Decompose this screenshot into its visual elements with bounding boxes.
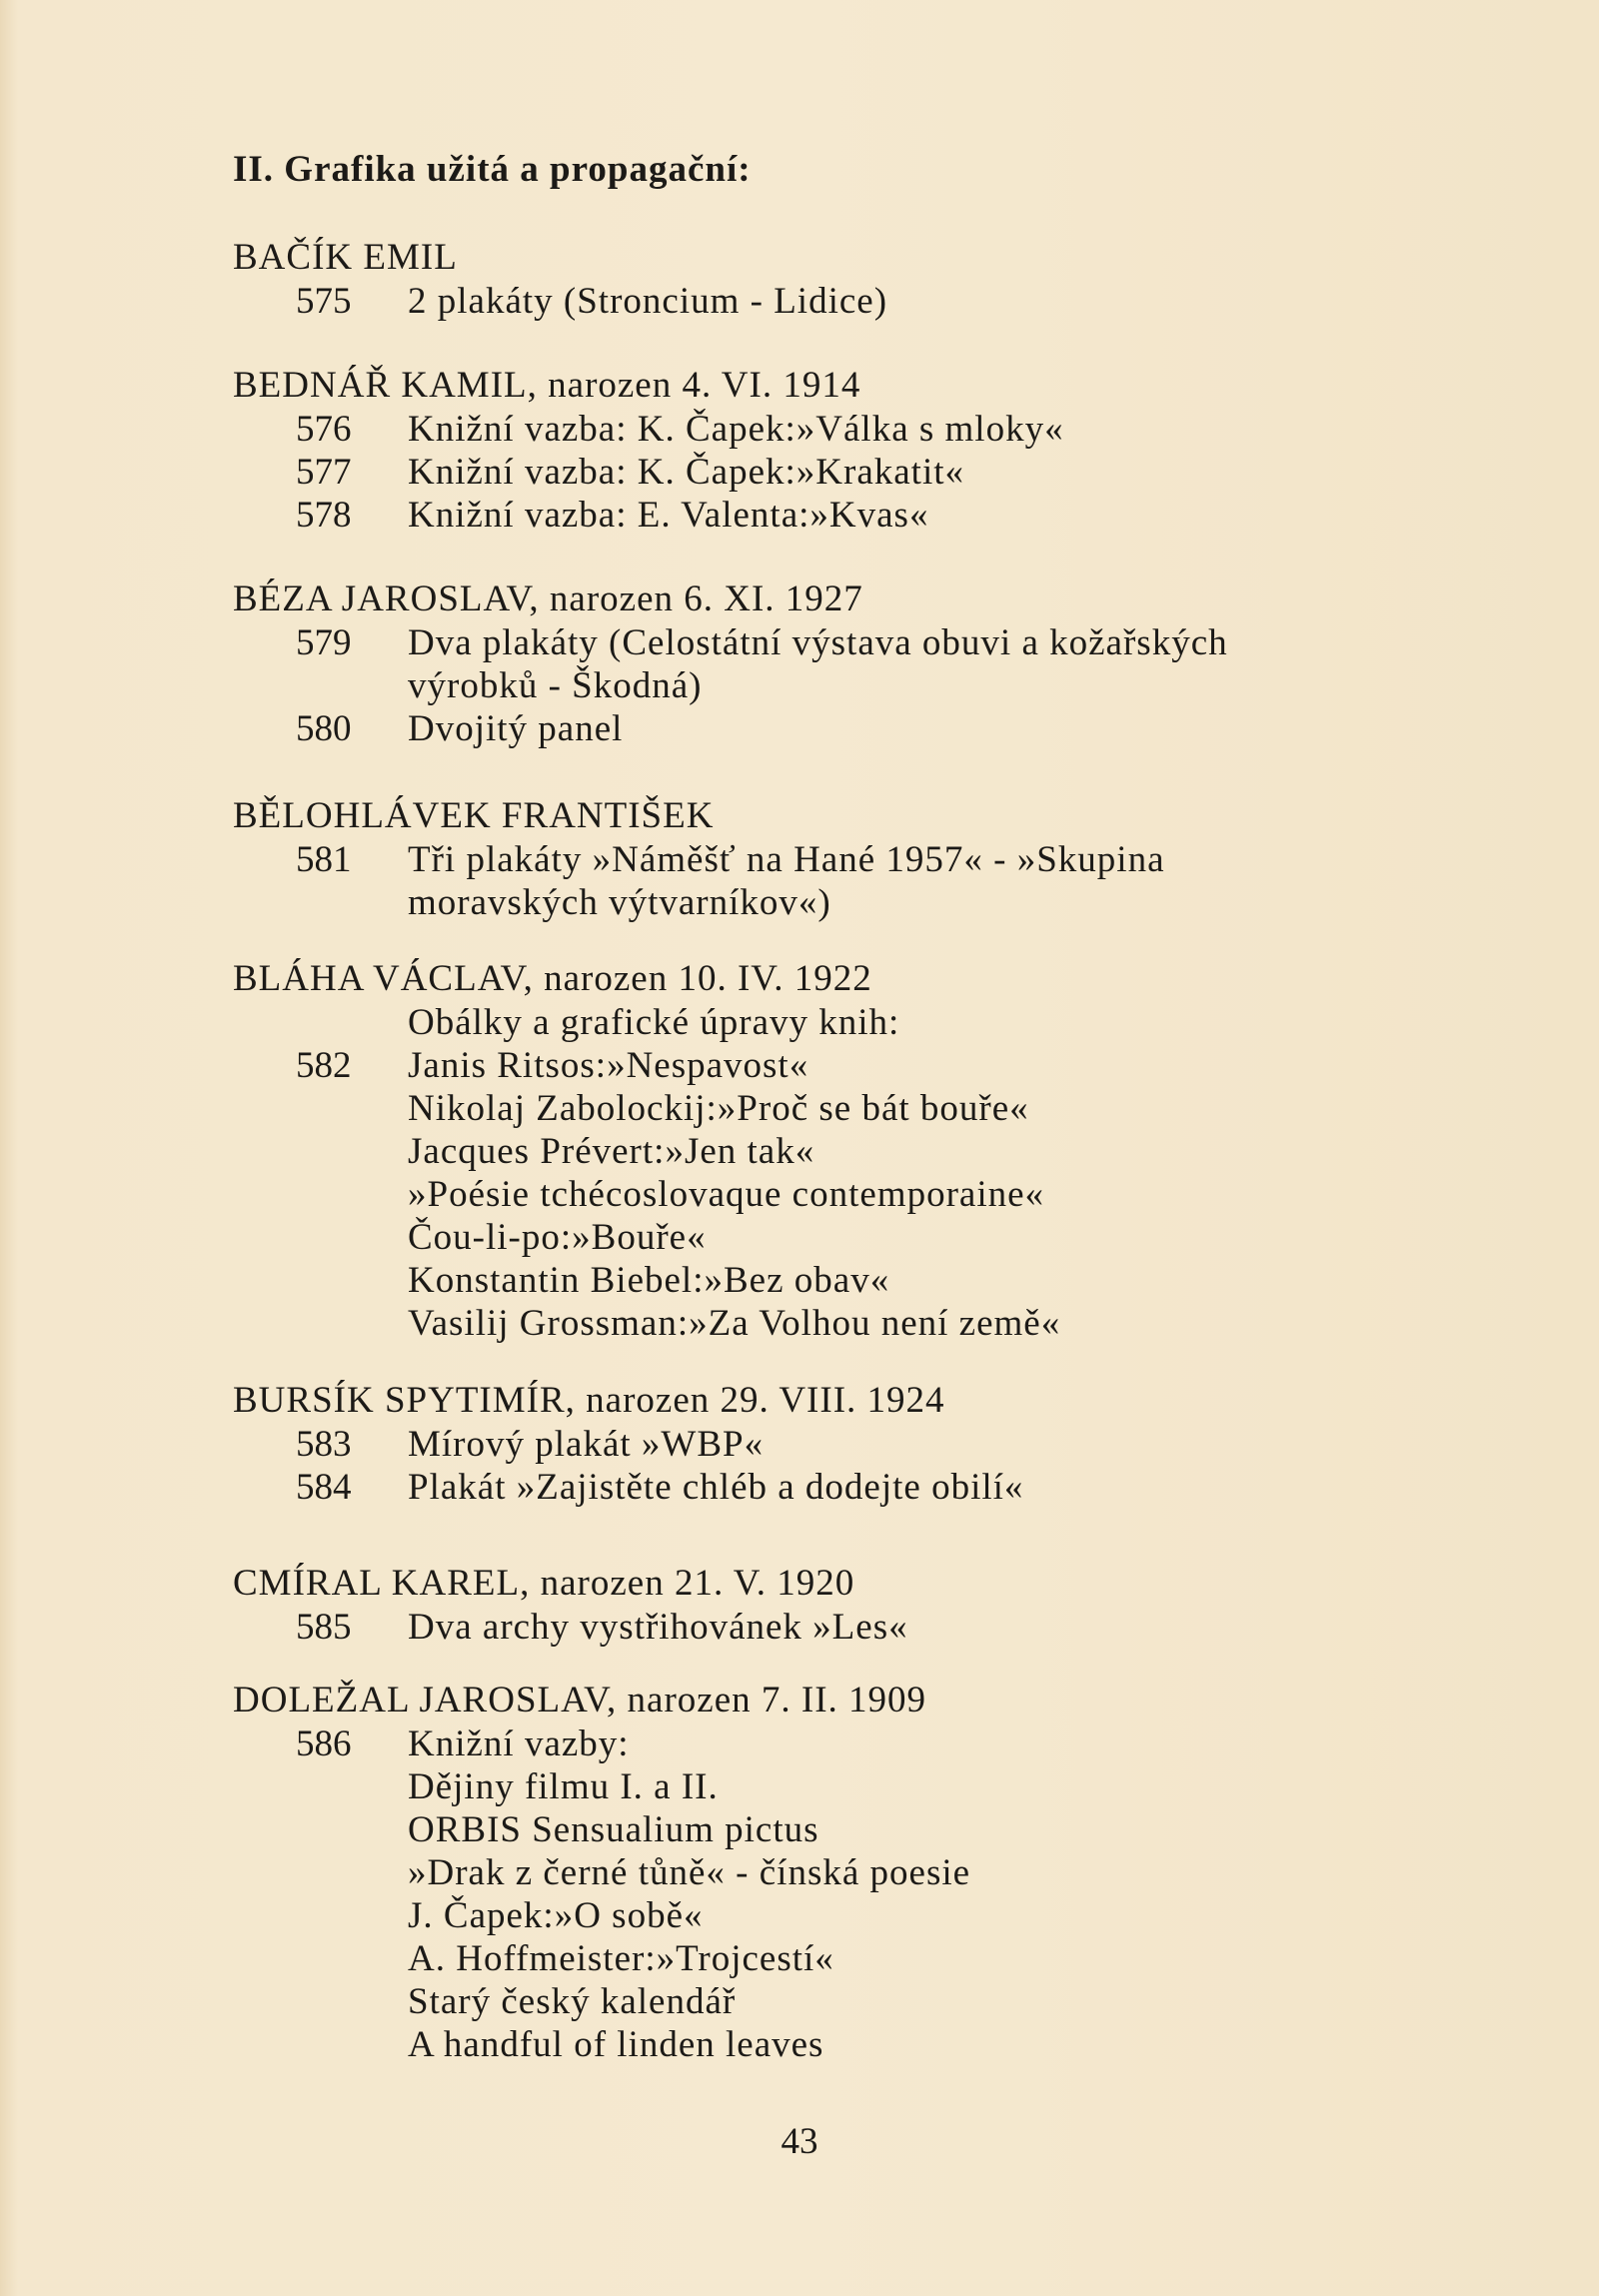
catalog-entry [0, 707, 1599, 750]
catalog-entry [0, 1130, 1599, 1173]
artist-heading [233, 364, 860, 407]
catalog-entry-text: »Poésie tchécoslovaque contemporaine« [408, 1174, 1045, 1215]
catalog-entry-text: moravských výtvarníkov«) [408, 882, 831, 923]
catalog-entry [0, 408, 1599, 451]
catalog-entry-text: Dějiny filmu I. a II. [408, 1766, 719, 1807]
catalog-number: 580 [296, 708, 352, 749]
catalog-number: 585 [296, 1607, 352, 1648]
catalog-entry-text: Jacques Prévert:»Jen tak« [408, 1131, 815, 1172]
catalog-entry-text: ORBIS Sensualium pictus [408, 1809, 819, 1850]
catalog-entry [0, 1259, 1599, 1302]
catalog-entry [0, 1173, 1599, 1216]
catalog-entry-text: Plakát »Zajistěte chléb a dodejte obilí« [408, 1467, 1024, 1508]
catalog-entry-text: J. Čapek:»O sobě« [408, 1895, 704, 1936]
catalog-entry-text: A handful of linden leaves [408, 2024, 824, 2065]
catalog-entry-text: Konstantin Biebel:»Bez obav« [408, 1260, 890, 1301]
catalog-entry [0, 881, 1599, 924]
catalog-number: 584 [296, 1467, 352, 1508]
catalog-entry-text: Obálky a grafické úpravy knih: [408, 1002, 900, 1043]
catalog-entry-text: Knižní vazba: K. Čapek:»Válka s mloky« [408, 409, 1064, 450]
catalog-entry [0, 2023, 1599, 2066]
catalog-entry-text: Janis Ritsos:»Nespavost« [408, 1045, 809, 1086]
catalog-entry [0, 1216, 1599, 1259]
artist-birth-info: narozen 10. IV. 1922 [544, 958, 872, 999]
catalog-entry [0, 1894, 1599, 1937]
catalog-entry-text: Knižní vazby: [408, 1723, 630, 1764]
artist-heading [233, 957, 872, 1000]
catalog-number: 581 [296, 839, 352, 880]
artist-birth-info: narozen 29. VIII. 1924 [586, 1380, 945, 1421]
catalog-entry [0, 1423, 1599, 1466]
catalog-entry [0, 1851, 1599, 1894]
catalog-entry [0, 664, 1599, 707]
artist-heading [233, 1379, 945, 1422]
artist-name: DOLEŽAL JAROSLAV, [233, 1680, 618, 1721]
catalog-entry [0, 451, 1599, 494]
artist-heading [233, 794, 714, 837]
catalog-entry [0, 1001, 1599, 1044]
catalog-number: 578 [296, 495, 352, 536]
catalog-number: 583 [296, 1424, 352, 1465]
catalog-entry-text: Dva plakáty (Celostátní výstava obuvi a kožařských [408, 622, 1228, 663]
catalog-entry [0, 1765, 1599, 1808]
artist-name: BLÁHA VÁCLAV, [233, 958, 534, 999]
catalog-entry-text: Knižní vazba: E. Valenta:»Kvas« [408, 495, 929, 536]
catalog-entry [0, 1937, 1599, 1980]
artist-heading [233, 1562, 854, 1605]
artist-name: BEDNÁŘ KAMIL, [233, 365, 538, 406]
artist-birth-info: narozen 7. II. 1909 [627, 1680, 927, 1721]
catalog-entry-text: Dvojitý panel [408, 708, 624, 749]
catalog-entry [0, 494, 1599, 537]
catalog-number: 575 [296, 281, 352, 322]
catalog-number: 582 [296, 1045, 352, 1086]
catalog-entry [0, 1466, 1599, 1509]
catalog-entry-text: výrobků - Škodná) [408, 665, 703, 706]
artist-heading [233, 236, 458, 279]
catalog-number: 579 [296, 622, 352, 663]
catalog-entry [0, 1606, 1599, 1649]
catalog-entry [0, 1722, 1599, 1765]
catalog-entry-text: »Drak z černé tůně« - čínská poesie [408, 1852, 971, 1893]
artist-birth-info: narozen 21. V. 1920 [540, 1563, 855, 1604]
artist-name: BĚLOHLÁVEK FRANTIŠEK [233, 795, 715, 836]
catalog-entry [0, 1808, 1599, 1851]
catalog-entry [0, 1302, 1599, 1345]
catalog-number: 576 [296, 409, 352, 450]
catalog-entry [0, 1980, 1599, 2023]
catalog-entry [0, 1087, 1599, 1130]
catalog-entry-text: Dva archy vystřihovánek »Les« [408, 1607, 908, 1648]
catalog-number: 586 [296, 1723, 352, 1764]
artist-heading [233, 1679, 926, 1722]
catalog-entry-text: Mírový plakát »WBP« [408, 1424, 765, 1465]
artist-name: CMÍRAL KAREL, [233, 1563, 531, 1604]
catalog-entry-text: Knižní vazba: K. Čapek:»Krakatit« [408, 452, 964, 493]
catalog-entry [0, 621, 1599, 664]
artist-name: BAČÍK EMIL [233, 237, 458, 278]
catalog-entry-text: Nikolaj Zabolockij:»Proč se bát bouře« [408, 1088, 1029, 1129]
catalog-entry-text: Vasilij Grossman:»Za Volhou není země« [408, 1303, 1061, 1344]
artist-heading [233, 577, 863, 620]
catalog-number: 577 [296, 452, 352, 493]
artist-birth-info: narozen 4. VI. 1914 [548, 365, 861, 406]
catalog-entry-text: Starý český kalendář [408, 1981, 737, 2022]
artist-name: BÉZA JAROSLAV, [233, 578, 540, 619]
section-heading: II. Grafika užitá a propagační: [233, 149, 752, 190]
catalog-entry [0, 280, 1599, 323]
catalog-entry-text: A. Hoffmeister:»Trojcestí« [408, 1938, 834, 1979]
catalog-entry [0, 1044, 1599, 1087]
catalog-entry-text: 2 plakáty (Stroncium - Lidice) [408, 281, 888, 322]
catalog-entry-text: Tři plakáty »Náměšť na Hané 1957« - »Skupina [408, 839, 1165, 880]
catalog-entry [0, 838, 1599, 881]
artist-birth-info: narozen 6. XI. 1927 [549, 578, 863, 619]
catalog-entry-text: Čou-li-po:»Bouře« [408, 1217, 707, 1258]
page-number: 43 [781, 2121, 818, 2162]
artist-name: BURSÍK SPYTIMÍR, [233, 1380, 576, 1421]
